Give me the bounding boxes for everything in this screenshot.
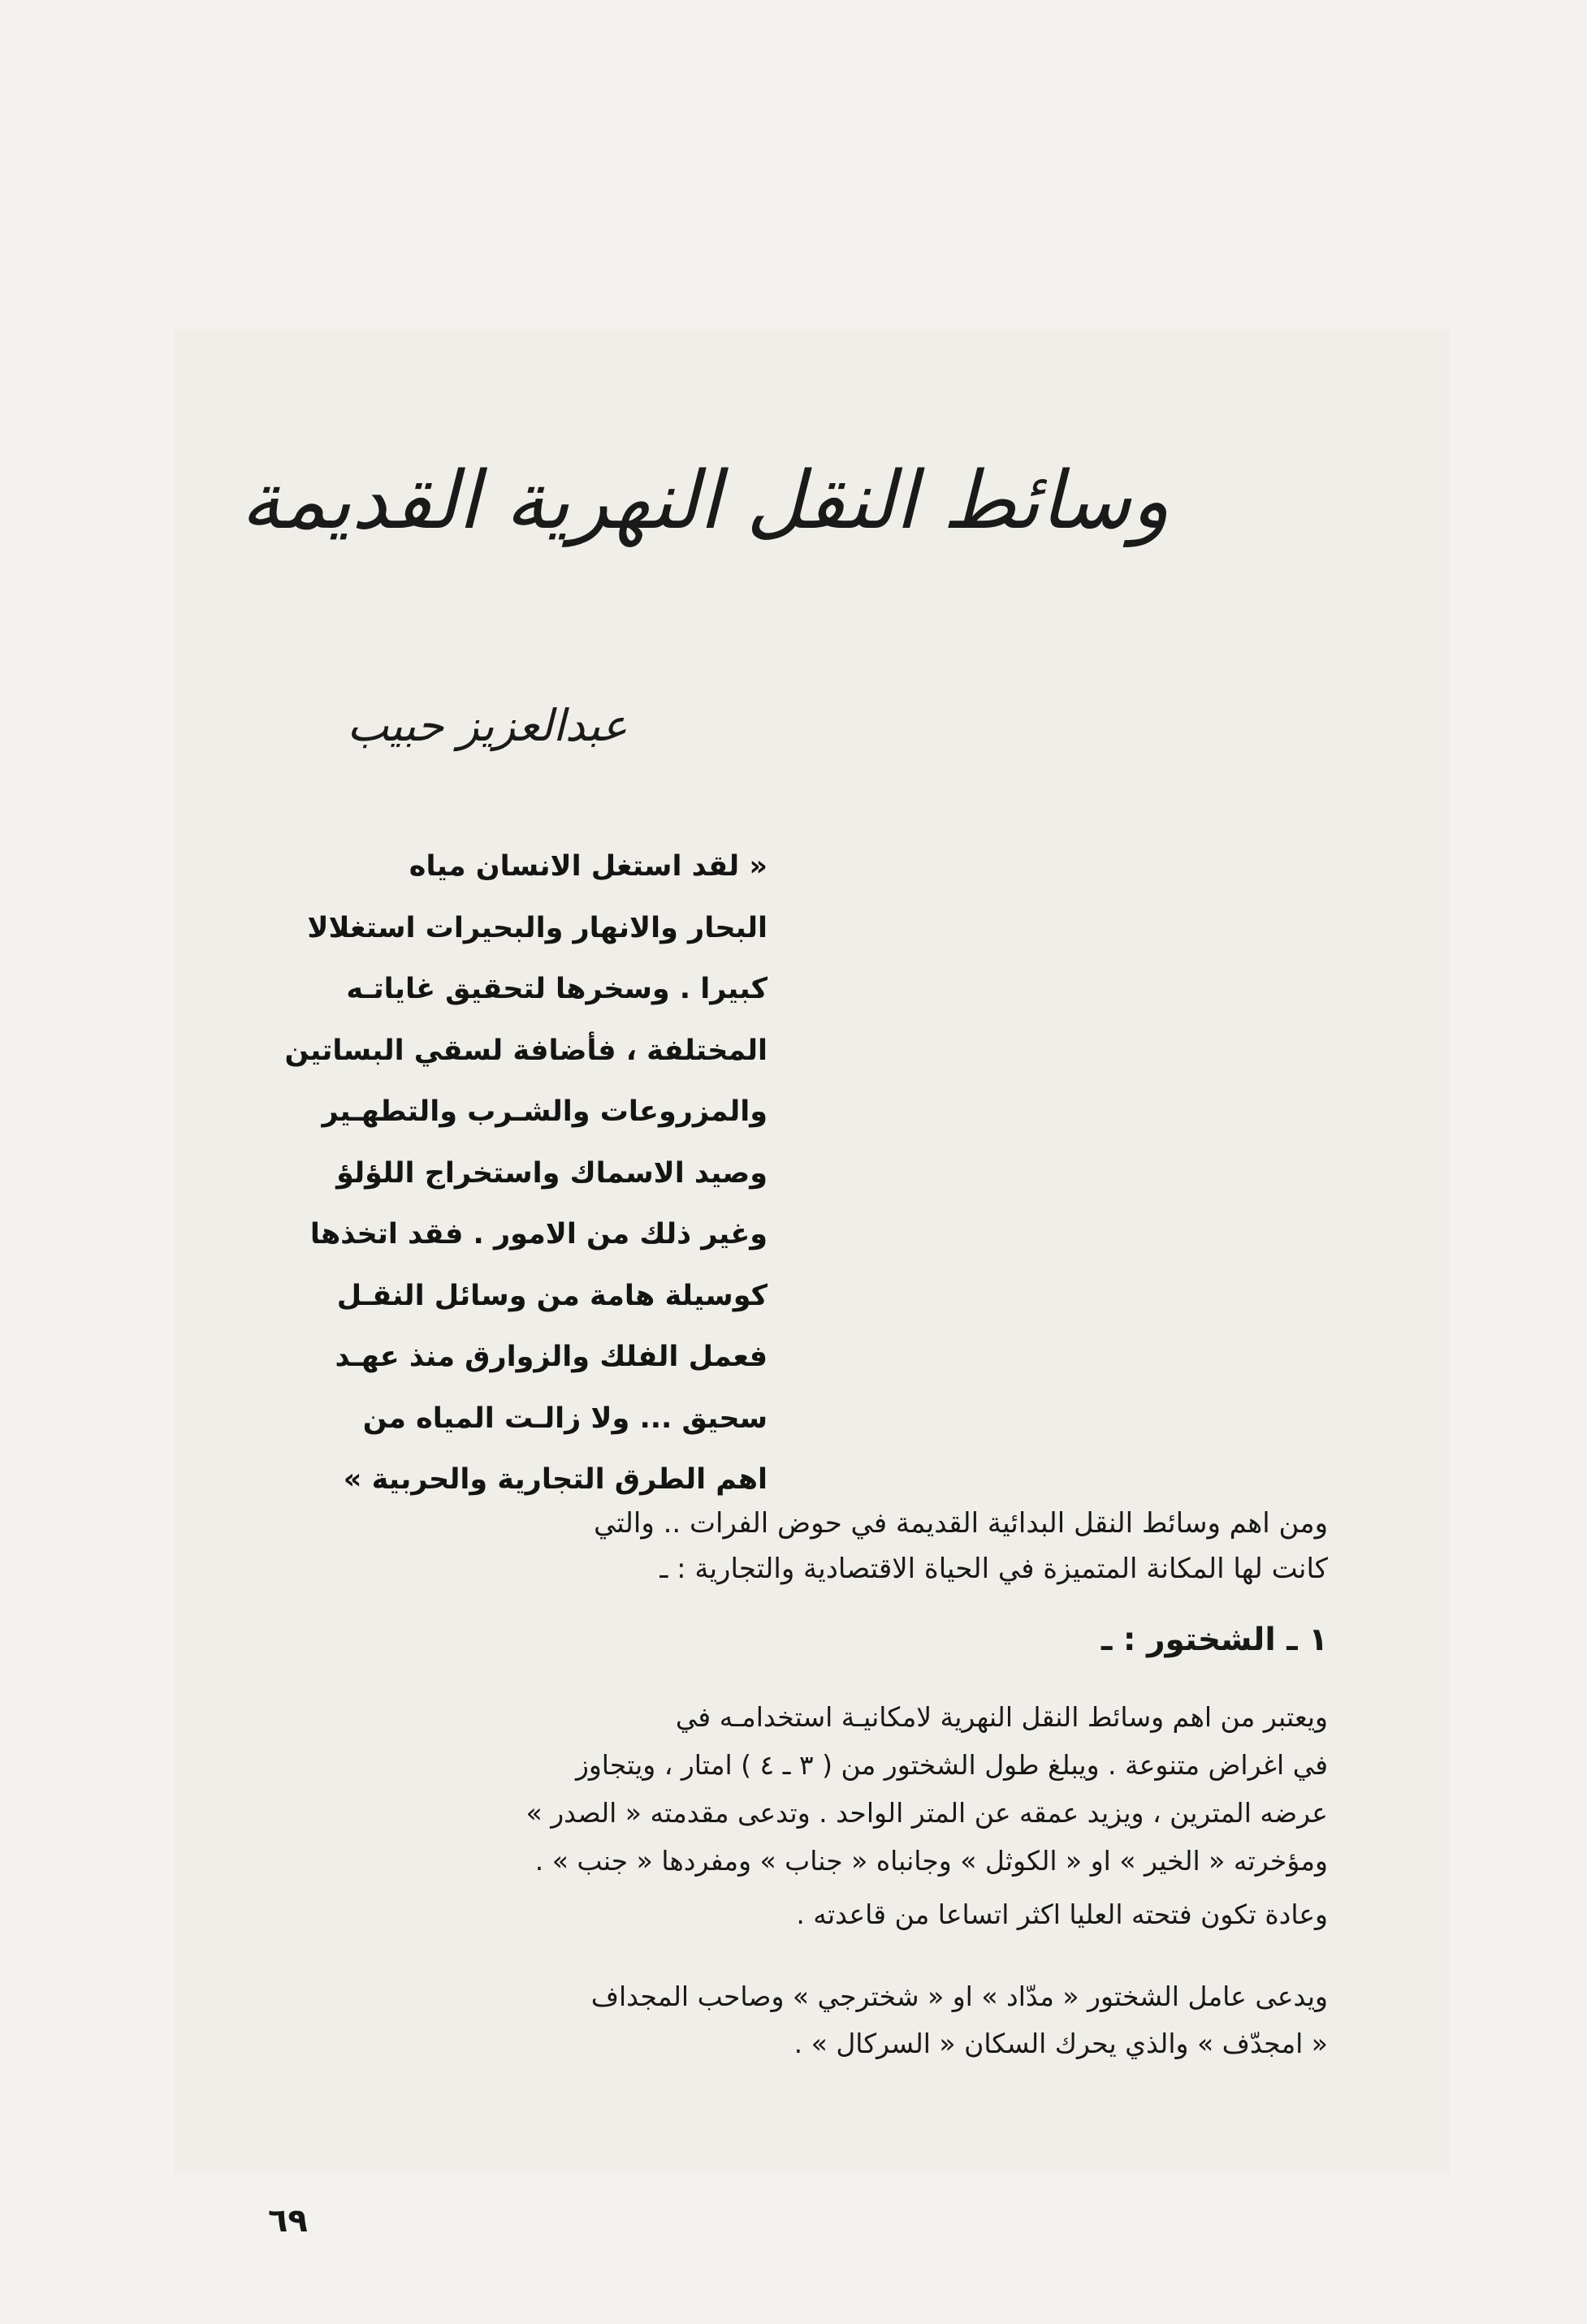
body-paragraph-2 <box>264 1892 1328 1937</box>
intro-line: ومن اهم وسائط النقل البدائية القديمة في حوض الفرات .. والتي <box>593 1507 1328 1540</box>
epigraph-quote <box>264 836 768 1511</box>
quote-line: والمزروعات والشـرب والتطهـير <box>322 1095 768 1128</box>
quote-line: كوسيلة هامة من وسائل النقـل <box>336 1279 768 1312</box>
quote-line: وصيد الاسماك واستخراج اللؤلؤ <box>336 1156 768 1190</box>
quote-line: البحار والانهار والبحيرات استغلالا <box>307 911 768 944</box>
paragraph-line: ويدعى عامل الشختور « مدّاد » او « شخترجي » وصاحب المجداف <box>590 1981 1328 2012</box>
paragraph-line: « امجدّف » والذي يحرك السكان « السركال » . <box>794 2028 1328 2059</box>
quote-line: وغير ذلك من الامور . فقد اتخذها <box>309 1218 768 1251</box>
quote-line: فعمل الفلك والزوارق منذ عهـد <box>335 1341 768 1373</box>
author-name: عبدالعزيز حبيب <box>347 700 628 751</box>
body-paragraph-3 <box>264 1973 1328 2067</box>
paragraph-line: ويعتبر من اهم وسائط النقل النهرية لامكانيـة استخدامـه في <box>675 1701 1328 1733</box>
paragraph-line: في اغراض متنوعة . ويبلغ طول الشختور من ( ٣ ـ ٤ ) امتار ، ويتجاوز <box>575 1749 1328 1781</box>
paragraph-line: عرضه المترين ، ويزيد عمقه عن المتر الواحد . وتدعى مقدمته « الصدر » <box>525 1797 1328 1829</box>
quote-line: كبيرا . وسخرها لتحقيق غاياتـه <box>346 973 768 1005</box>
quote-line: سحيق ... ولا زالـت المياه من <box>362 1402 768 1435</box>
quote-line: المختلفة ، فأضافة لسقي البساتين <box>284 1034 768 1067</box>
paragraph-line: وعادة تكون فتحته العليا اكثر اتساعا من قاعدته . <box>796 1899 1328 1930</box>
article-title: وسائط النقل النهرية القديمة <box>240 455 1170 547</box>
paragraph-line: ومؤخرته « الخير » او « الكوثل » وجانباه « جناب » ومفردها « جنب » . <box>534 1845 1328 1877</box>
quote-line: اهم الطرق التجارية والحربية » <box>343 1463 768 1496</box>
body-paragraph-1 <box>264 1693 1328 1885</box>
quote-line: « لقد استغل الانسان مياه <box>409 850 768 883</box>
section-heading: ١ ـ الشختور : ـ <box>1101 1622 1328 1658</box>
intro-line: كانت لها المكانة المتميزة في الحياة الاقتصادية والتجارية : ـ <box>659 1553 1328 1585</box>
intro-paragraph <box>264 1501 1328 1592</box>
page-number: ٦٩ <box>268 2202 308 2240</box>
